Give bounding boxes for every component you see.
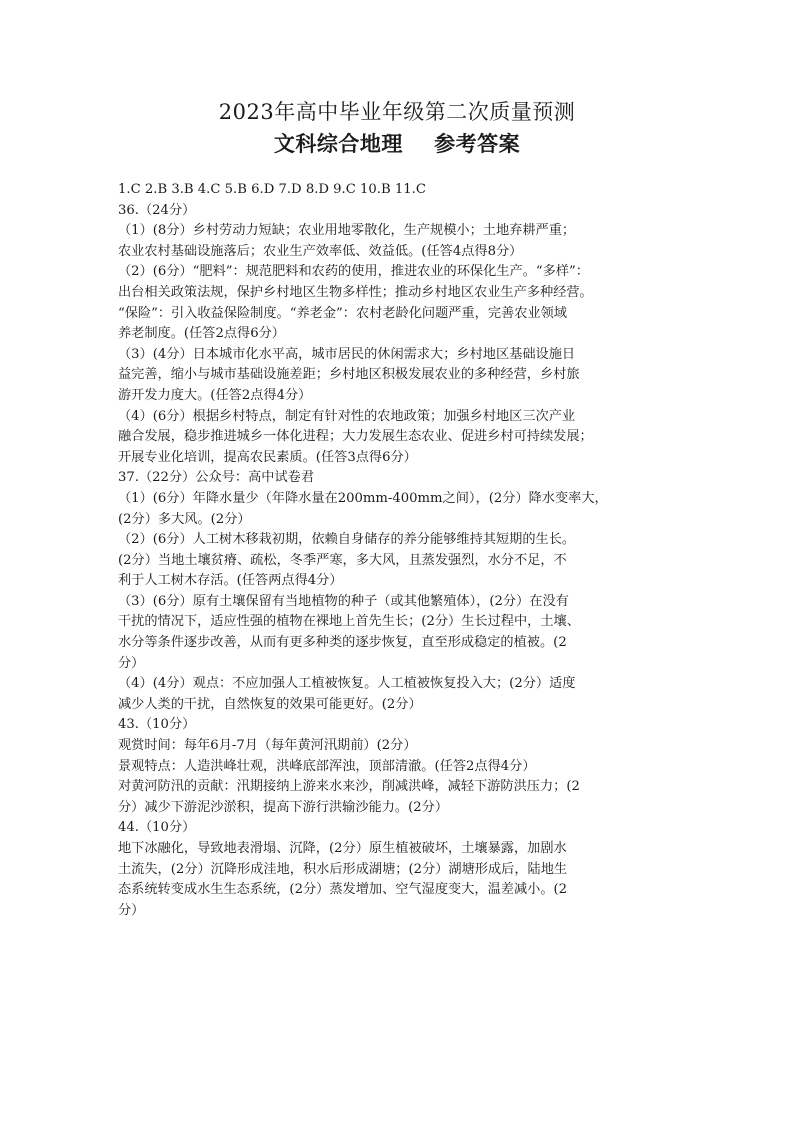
text-line: 养老制度。(任答2点得6分） (118, 326, 285, 342)
text-line: 地下冰融化，导致地表滑塌、沉降，(2分）原生植被破坏，土壤暴露，加剧水 (118, 841, 567, 856)
text-line: 态系统转变成水生生态系统，(2分）蒸发增加、空气湿度变大，温差减小。(2 (118, 882, 568, 898)
text-line: 土流失，(2分）沉降形成洼地，积水后形成湖塘；(2分）湖塘形成后，陆地生 (118, 861, 568, 877)
text-line: 农业农村基础设施落后；农业生产效率低、效益低。(任答4点得8分） (118, 243, 523, 259)
text-line: 减少人类的干扰，自然恢复的效果可能更好。(2分） (118, 696, 422, 712)
text-line: 对黄河防汛的贡献：汛期接纳上游来水来沙，削减洪峰，减轻下游防洪压力；(2 (118, 779, 580, 795)
text-line: 37.（22分）公众号：高中试卷君 (118, 470, 315, 486)
text-line: （1）(8分）乡村劳动力短缺；农业用地零散化，生产规模小；土地弃耕严重； (118, 223, 576, 239)
text-line: 游开发力度大。(任答2点得4分） (118, 387, 312, 403)
text-line: “保险”：引入收益保险制度。“养老金”：农村老龄化问题严重，完善农业领域 (118, 305, 567, 321)
text-line: (2分）当地土壤贫瘠、疏松，冬季严寒，多大风，且蒸发强烈，水分不足，不 (118, 552, 567, 568)
answer-body (118, 180, 690, 921)
text-line: （4）(4分）观点：不应加强人工植被恢复。人工植被恢复投入大；(2分）适度 (118, 676, 576, 692)
text-line: 干扰的情况下，适应性强的植物在裸地上首先生长；(2分）生长过程中，土壤、 (118, 614, 580, 630)
text-line: （4）(6分）根据乡村特点，制定有针对性的农地政策；加强乡村地区三次产业 (118, 408, 576, 424)
text-line: (2分）多大风。(2分） (118, 511, 251, 527)
text-line: （3）(4分）日本城市化水平高，城市居民的休闲需求大；乡村地区基础设施日 (118, 346, 576, 362)
text-line: 分） (118, 902, 145, 918)
text-line: 益完善，缩小与城市基础设施差距；乡村地区积极发展农业的多种经营，乡村旅 (118, 367, 580, 383)
text-line: 水分等条件逐步改善，从而有更多种类的逐步恢复，直至形成稳定的植被。(2 (118, 635, 567, 651)
text-line: （1）(6分）年降水量少（年降水量在200mm-400mm之间），(2分）降水变率大， (118, 490, 608, 506)
text-line: 分） (118, 655, 145, 671)
text-line: （3）(6分）原有土壤保留有当地植物的种子（或其他繁殖体），(2分）在没有 (118, 593, 569, 609)
text-line: 36.（24分） (118, 202, 196, 218)
text-line: （2）(6分）人工树木移栽初期，依赖自身储存的养分能够维持其短期的生长。 (118, 532, 576, 548)
text-line: 开展专业化培训，提高农民素质。(任答3点得6分） (118, 449, 417, 465)
page-subtitle: 文科综合地理 参考答案 (273, 131, 521, 156)
text-line: 出台相关政策法规，保护乡村地区生物多样性；推动乡村地区农业生产多种经营。 (118, 284, 593, 300)
text-line: （2）(6分）“肥料”：规范肥料和农药的使用，推进农业的环保化生产。“多样”： (118, 264, 589, 280)
text-line: 1.C 2.B 3.B 4.C 5.B 6.D 7.D 8.D 9.C 10.B 11.C (118, 182, 426, 197)
text-line: 43.（10分） (118, 717, 196, 733)
text-line: 融合发展，稳步推进城乡一体化进程；大力发展生态农业、促进乡村可持续发展； (118, 429, 593, 445)
text-line: 分）减少下游泥沙淤积，提高下游行洪输沙能力。(2分） (118, 799, 449, 815)
text-line: 44.（10分） (118, 820, 196, 836)
page-title: 2023年高中毕业年级第二次质量预测 (218, 100, 576, 124)
text-line: 景观特点：人造洪峰壮观，洪峰底部浑浊，顶部清澈。(任答2点得4分） (118, 758, 536, 774)
text-line: 利于人工树木存活。(任答两点得4分） (118, 573, 343, 589)
text-line: 观赏时间：每年6月-7月（每年黄河汛期前）(2分） (118, 738, 417, 754)
